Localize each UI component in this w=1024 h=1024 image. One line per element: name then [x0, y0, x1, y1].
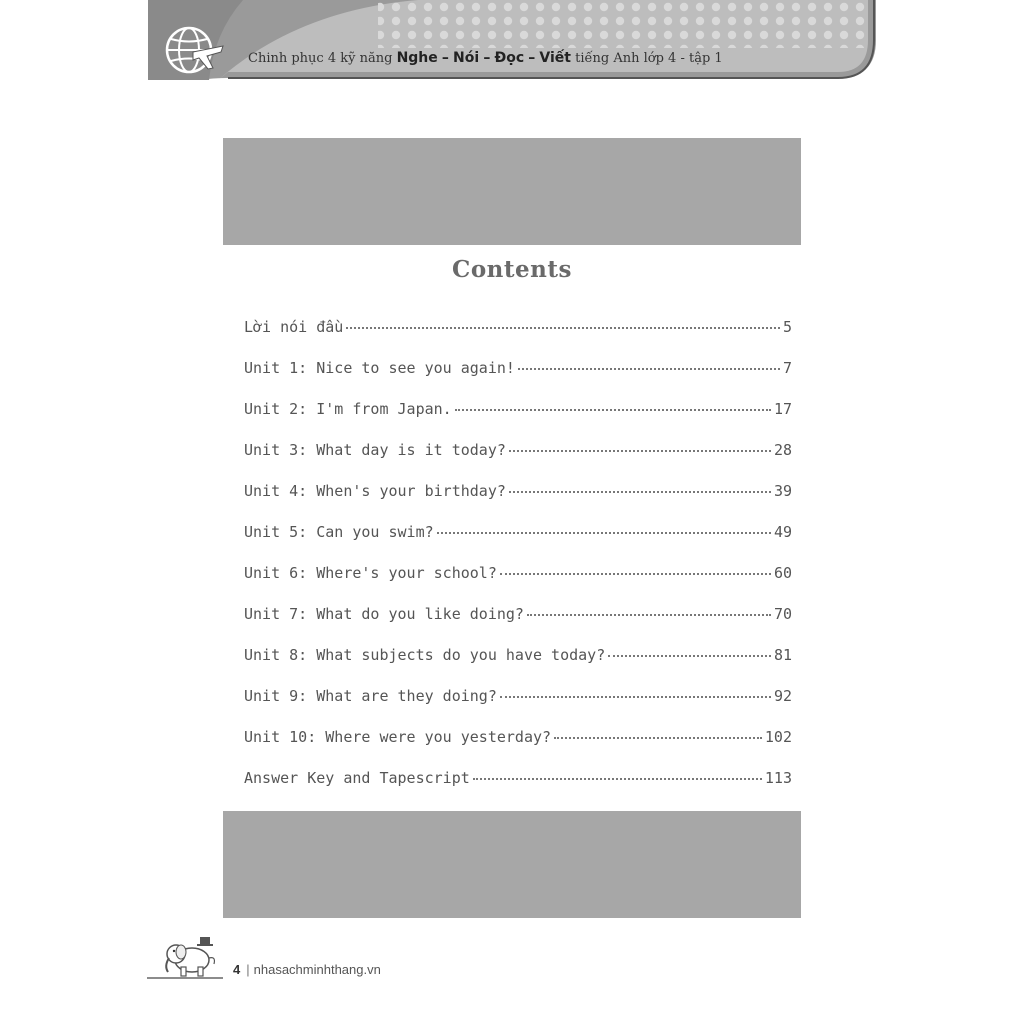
toc-entry-page: 49 — [773, 523, 792, 541]
table-of-contents — [244, 318, 792, 810]
toc-leader-dots — [509, 491, 771, 493]
toc-leader-dots — [518, 368, 780, 370]
toc-entry — [244, 564, 792, 605]
toc-entry-label: Unit 3: What day is it today? — [244, 441, 506, 459]
toc-entry-label: Unit 6: Where's your school? — [244, 564, 497, 582]
globe-airplane-icon — [163, 22, 225, 78]
toc-entry-label: Unit 7: What do you like doing? — [244, 605, 524, 623]
top-gray-panel — [223, 138, 801, 245]
publisher-website: nhasachminhthang.vn — [253, 962, 381, 977]
page-footer — [233, 962, 381, 977]
title-suffix: tiếng Anh lớp 4 - tập 1 — [575, 51, 723, 66]
toc-entry-label: Unit 2: I'm from Japan. — [244, 400, 452, 418]
toc-leader-dots — [455, 409, 771, 411]
toc-entry — [244, 400, 792, 441]
toc-entry — [244, 441, 792, 482]
toc-entry-page: 7 — [782, 359, 792, 377]
toc-leader-dots — [500, 696, 771, 698]
toc-leader-dots — [346, 327, 780, 329]
toc-entry — [244, 318, 792, 359]
toc-leader-dots — [554, 737, 762, 739]
toc-entry — [244, 605, 792, 646]
toc-entry-label: Answer Key and Tapescript — [244, 769, 470, 787]
toc-leader-dots — [509, 450, 771, 452]
skill-listening: Nghe — [396, 50, 438, 66]
toc-entry — [244, 687, 792, 728]
toc-leader-dots — [437, 532, 771, 534]
footer-separator: | — [246, 962, 250, 977]
toc-entry-page: 81 — [773, 646, 792, 664]
toc-entry-page: 17 — [773, 400, 792, 418]
toc-entry — [244, 359, 792, 400]
toc-entry — [244, 728, 792, 769]
toc-entry — [244, 769, 792, 810]
contents-title: Contents — [452, 256, 572, 283]
toc-entry-label: Lời nói đầu — [244, 318, 344, 336]
toc-entry — [244, 646, 792, 687]
toc-entry-label: Unit 4: When's your birthday? — [244, 482, 506, 500]
dash-3: – — [528, 50, 536, 66]
toc-leader-dots — [608, 655, 771, 657]
toc-entry-page: 28 — [773, 441, 792, 459]
toc-leader-dots — [473, 778, 762, 780]
toc-entry-label: Unit 5: Can you swim? — [244, 523, 434, 541]
skill-writing: Viết — [539, 50, 571, 66]
dash-1: – — [441, 50, 449, 66]
toc-entry-page: 5 — [782, 318, 792, 336]
dash-2: – — [483, 50, 491, 66]
toc-entry — [244, 482, 792, 523]
toc-leader-dots — [527, 614, 771, 616]
toc-entry-page: 102 — [764, 728, 792, 746]
toc-entry-label: Unit 8: What subjects do you have today? — [244, 646, 606, 664]
title-prefix: Chinh phục 4 kỹ năng — [248, 51, 393, 66]
book-title — [248, 50, 723, 74]
toc-entry — [244, 523, 792, 564]
toc-entry-label: Unit 9: What are they doing? — [244, 687, 497, 705]
footer-rule — [147, 977, 223, 979]
page-number: 4 — [233, 962, 241, 977]
toc-entry-page: 60 — [773, 564, 792, 582]
toc-entry-label: Unit 1: Nice to see you again! — [244, 359, 515, 377]
toc-entry-page: 70 — [773, 605, 792, 623]
bottom-gray-panel — [223, 811, 801, 918]
toc-leader-dots — [500, 573, 771, 575]
skill-reading: Đọc — [494, 50, 525, 66]
toc-entry-page: 113 — [764, 769, 792, 787]
skill-speaking: Nói — [453, 50, 480, 66]
toc-entry-page: 39 — [773, 482, 792, 500]
toc-entry-label: Unit 10: Where were you yesterday? — [244, 728, 552, 746]
toc-entry-page: 92 — [773, 687, 792, 705]
elephant-icon — [162, 934, 220, 978]
